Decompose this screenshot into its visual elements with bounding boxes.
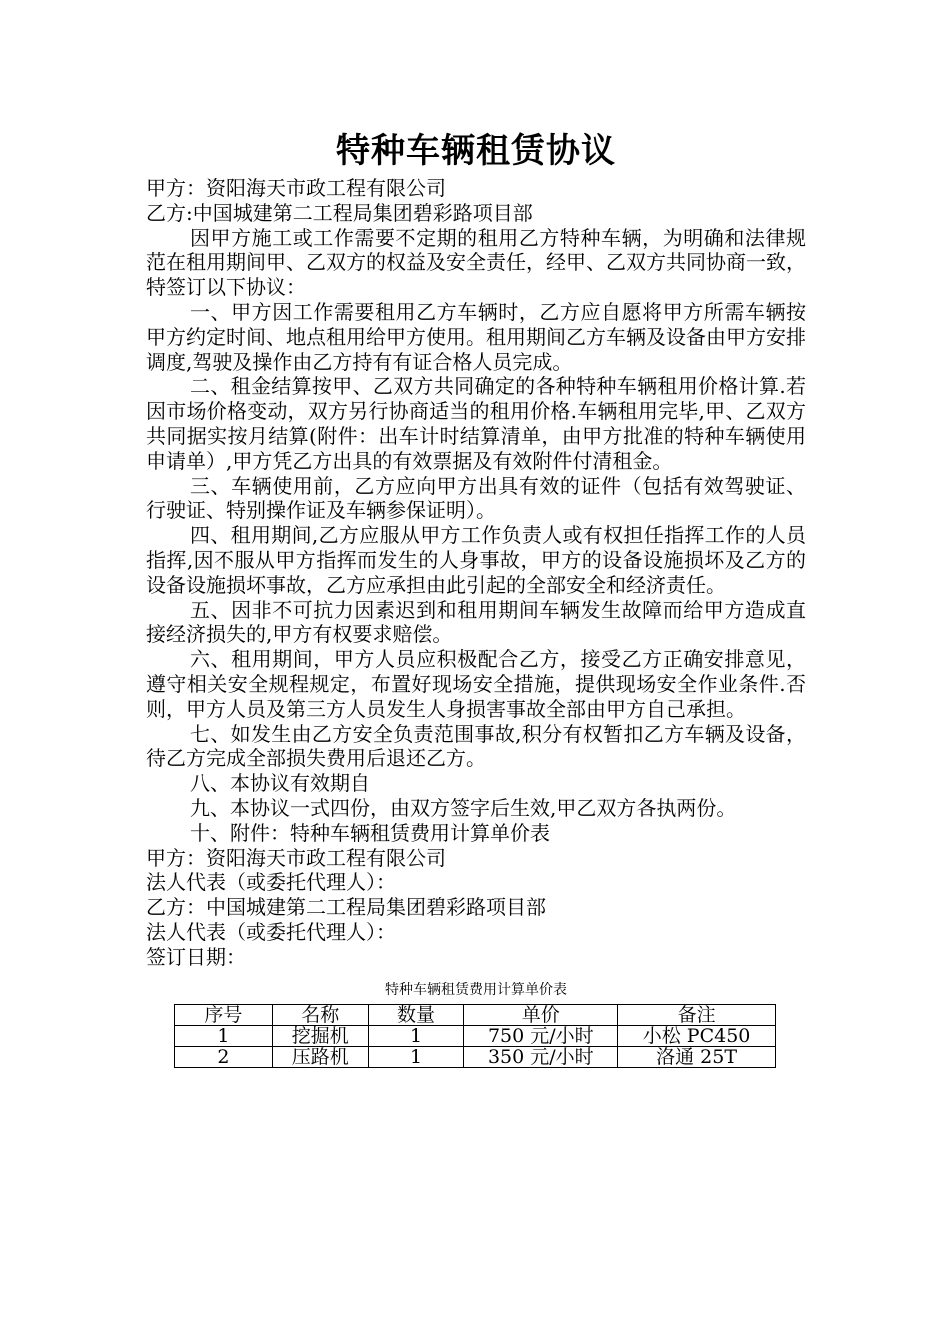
price-table	[174, 1004, 776, 1068]
table-row	[175, 1046, 776, 1067]
paragraph-clause-6: 六、租用期间，甲方人员应积极配合乙方，接受乙方正确安排意见，遵守相关安全规程规定，布置好现场安全措施，提供现场安全作业条件.否则，甲方人员及第三方人员发生人身损害事故全部由甲方自己承担。	[146, 647, 806, 721]
party-b-line: 乙方:中国城建第二工程局集团碧彩路项目部	[146, 200, 533, 225]
paragraph-clause-2: 二、租金结算按甲、乙双方共同确定的各种特种车辆租用价格计算.若因市场价格变动，双方另行协商适当的租用价格.车辆租用完毕,甲、乙双方共同据实按月结算(附件：出车计时结算清单，由甲方批准的特种车辆使用申请单）,甲方凭乙方出具的有效票据及有效附件付清租金。	[146, 374, 806, 473]
header-index: 序号	[175, 1004, 273, 1025]
cell-remarks: 洛通 25T	[618, 1046, 776, 1067]
signature-date: 签订日期：	[146, 944, 246, 969]
cell-quantity: 1	[368, 1046, 464, 1067]
cell-name: 挖掘机	[272, 1025, 368, 1046]
cell-quantity: 1	[368, 1025, 464, 1046]
paragraph-clause-1: 一、甲方因工作需要租用乙方车辆时，乙方应自愿将甲方所需车辆按甲方约定时间、地点租用给甲方使用。租用期间乙方车辆及设备由甲方安排调度,驾驶及操作由乙方持有有证合格人员完成。	[146, 299, 806, 374]
cell-name: 压路机	[272, 1046, 368, 1067]
header-name: 名称	[272, 1004, 368, 1025]
cell-unit-price: 350 元/小时	[464, 1046, 618, 1067]
signature-party-a-rep: 法人代表（或委托代理人）：	[146, 870, 396, 895]
paragraph-clause-3: 三、车辆使用前，乙方应向甲方出具有效的证件（包括有效驾驶证、行驶证、特别操作证及车辆参保证明）。	[146, 473, 806, 523]
header-remarks: 备注	[618, 1004, 776, 1025]
signature-party-b: 乙方：中国城建第二工程局集团碧彩路项目部	[146, 895, 546, 920]
signature-party-a: 甲方：资阳海天市政工程有限公司	[146, 845, 446, 870]
paragraph-clause-5: 五、因非不可抗力因素迟到和租用期间车辆发生故障而给甲方造成直接经济损失的,甲方有权要求赔偿。	[146, 597, 806, 647]
paragraph-clause-8: 八、本协议有效期自	[190, 771, 370, 796]
paragraph-clause-7: 七、如发生由乙方安全负责范围事故,积分有权暂扣乙方车辆及设备，待乙方完成全部损失费用后退还乙方。	[146, 721, 806, 771]
signature-party-b-rep: 法人代表（或委托代理人）：	[146, 919, 396, 944]
document-page	[146, 128, 806, 1068]
paragraph-intro: 因甲方施工或工作需要不定期的租用乙方特种车辆，为明确和法律规范在租用期间甲、乙双方的权益及安全责任，经甲、乙双方共同协商一致，特签订以下协议：	[146, 225, 806, 300]
cell-remarks: 小松 PC450	[618, 1025, 776, 1046]
document-title: 特种车辆租赁协议	[336, 131, 616, 171]
table-row	[175, 1025, 776, 1046]
table-header-row	[175, 1004, 776, 1025]
cell-unit-price: 750 元/小时	[464, 1025, 618, 1046]
header-unit-price: 单价	[464, 1004, 618, 1025]
paragraph-clause-9: 九、本协议一式四份，由双方签字后生效,甲乙双方各执两份。	[190, 795, 737, 820]
price-table-caption: 特种车辆租赁费用计算单价表	[385, 981, 567, 998]
party-a-line: 甲方：资阳海天市政工程有限公司	[146, 176, 446, 200]
cell-index: 2	[175, 1046, 273, 1067]
paragraph-clause-10: 十、附件：特种车辆租赁费用计算单价表	[190, 820, 550, 845]
paragraph-clause-4: 四、租用期间,乙方应服从甲方工作负责人或有权担任指挥工作的人员指挥,因不服从甲方指挥而发生的人身事故，甲方的设备设施损坏及乙方的设备设施损坏事故，乙方应承担由此引起的全部安全和经济责任。	[146, 523, 806, 597]
header-quantity: 数量	[368, 1004, 464, 1025]
cell-index: 1	[175, 1025, 273, 1046]
